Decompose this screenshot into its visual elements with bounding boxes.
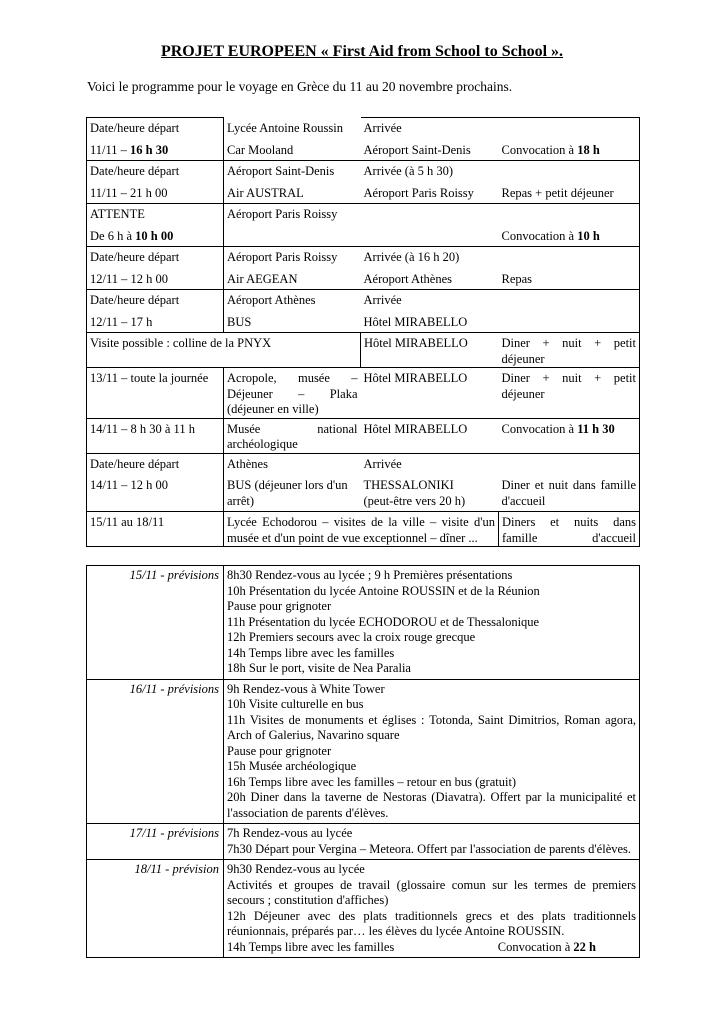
table-row xyxy=(87,118,640,137)
cell: Arrivée xyxy=(361,453,499,472)
cell: Aéroport Paris Roissy xyxy=(363,185,474,200)
table-row xyxy=(87,204,640,223)
cell: Arrivée xyxy=(361,118,499,137)
cell xyxy=(499,247,640,266)
cell: 11/11 – 21 h 00 xyxy=(87,180,224,204)
cell xyxy=(361,223,499,247)
cell: Date/heure départ xyxy=(87,453,224,472)
daily-program-table xyxy=(86,565,640,958)
cell: 12/11 – 17 h xyxy=(87,309,224,333)
cell xyxy=(224,223,361,247)
cell: Aéroport Paris Roissy xyxy=(224,204,361,223)
cell: BUS xyxy=(227,314,252,329)
cell: Date/heure départ xyxy=(87,290,224,309)
table-row xyxy=(87,824,640,860)
cell: Diners et nuits dans famille d'accueil xyxy=(499,512,640,547)
cell: Air AEGEAN xyxy=(227,271,298,286)
table-row xyxy=(87,860,640,958)
cell: Aéroport Saint-Denis xyxy=(224,161,361,180)
intro-text: Voici le programme pour le voyage en Grèce du 11 au 20 novembre prochains. xyxy=(87,79,513,94)
table-row xyxy=(87,566,640,680)
cell xyxy=(499,161,640,180)
table-row xyxy=(87,418,640,453)
cell: Lycée Antoine Roussin xyxy=(227,120,343,135)
cell: Musée national archéologique xyxy=(224,418,361,453)
travel-table xyxy=(86,117,640,547)
cell: Hôtel MIRABELLO xyxy=(361,368,499,419)
cell: Date/heure départ xyxy=(87,161,224,180)
cell: 14/11 – 8 h 30 à 11 h xyxy=(87,418,224,453)
table-row xyxy=(87,512,640,547)
cell: Arrivée (à 16 h 20) xyxy=(361,247,499,266)
cell: Date/heure départ xyxy=(87,118,224,137)
cell: Arrivée (à 5 h 30) xyxy=(361,161,499,180)
cell: 14/11 – 12 h 00 xyxy=(87,472,224,512)
table-row xyxy=(87,247,640,266)
table-row xyxy=(87,309,640,333)
cell: Diner + nuit + petit déjeuner xyxy=(499,368,640,419)
cell xyxy=(499,453,640,472)
cell xyxy=(499,290,640,309)
program-lines: 9h30 Rendez-vous au lycée Activités et groupes de travail (glossaire comun sur les termes de premiers secours ; constitution d'affiches) 12h Déjeuner avec des plats traditionnels grecs et des plats traditionnels réunionnais, préparés par… les élèves du lycée Antoine ROUSSIN. 14h Temps libre avec les familles Convocation à 22 h xyxy=(224,860,640,958)
cell: De 6 h à 10 h 00 xyxy=(87,223,224,247)
cell: Air AUSTRAL xyxy=(227,185,304,200)
cell: Lycée Echodorou – visites de la ville – visite d'un musée et d'un point de vue exceptionnel – dîner ... xyxy=(224,512,499,547)
program-lines: 9h Rendez-vous à White Tower 10h Visite culturelle en bus 11h Visites de monuments et églises : Totonda, Saint Dimitrios, Roman agora, Arch of Galerius, Navarino square Pause pour grignoter 15h Musée archéologique 16h Temps libre avec les familles – retour en bus (gratuit) 20h Diner dans la taverne de Nestoras (Diavatra). Offert par la municipalité et l'association de parents d'élèves. xyxy=(224,679,640,824)
table-row xyxy=(87,453,640,472)
cell xyxy=(499,204,640,223)
cell: 11/11 – 16 h 30 xyxy=(87,137,224,161)
table-row xyxy=(87,333,640,368)
table-row xyxy=(87,290,640,309)
cell: Repas + petit déjeuner xyxy=(499,180,640,204)
cell: 13/11 – toute la journée xyxy=(87,368,224,419)
day-label: 18/11 - prévision xyxy=(87,860,224,958)
day-label: 15/11 - prévisions xyxy=(87,566,224,680)
cell: Visite possible : colline de la PNYX xyxy=(87,333,361,368)
cell: Aéroport Athènes xyxy=(224,290,361,309)
cell: Car Mooland xyxy=(227,142,294,157)
cell: Convocation à 11 h 30 xyxy=(499,418,640,453)
cell: Hôtel MIRABELLO xyxy=(361,418,499,453)
cell xyxy=(499,309,640,333)
cell: Repas xyxy=(499,266,640,290)
cell: Convocation à 18 h xyxy=(499,137,640,161)
cell: Aéroport Athènes xyxy=(363,271,453,286)
cell: Diner et nuit dans famille d'accueil xyxy=(499,472,640,512)
cell: Arrivée xyxy=(361,290,499,309)
cell: Diner + nuit + petit déjeuner xyxy=(499,333,640,368)
cell: 12/11 – 12 h 00 xyxy=(87,266,224,290)
table-row xyxy=(87,266,640,290)
cell: BUS (déjeuner lors d'un arrêt) xyxy=(227,478,348,508)
table-row xyxy=(87,679,640,824)
table-row xyxy=(87,472,640,512)
cell: Hôtel MIRABELLO xyxy=(363,314,468,329)
cell: Aéroport Saint-Denis xyxy=(363,142,471,157)
cell xyxy=(361,204,499,223)
cell: Hôtel MIRABELLO xyxy=(361,333,499,368)
cell: Acropole, musée – Déjeuner – Plaka (déjeuner en ville) xyxy=(224,368,361,419)
table-row xyxy=(87,368,640,419)
table-row xyxy=(87,161,640,180)
cell: Athènes xyxy=(224,453,361,472)
cell: Aéroport Paris Roissy xyxy=(224,247,361,266)
cell: 15/11 au 18/11 xyxy=(87,512,224,547)
table-row xyxy=(87,137,640,161)
cell xyxy=(499,118,640,137)
day-label: 16/11 - prévisions xyxy=(87,679,224,824)
cell: ATTENTE xyxy=(87,204,224,223)
program-lines: 7h Rendez-vous au lycée 7h30 Départ pour Vergina – Meteora. Offert par l'association de parents d'élèves. xyxy=(224,824,640,860)
document-title: PROJET EUROPEEN « First Aid from School to School ». xyxy=(160,43,564,60)
day-label: 17/11 - prévisions xyxy=(87,824,224,860)
program-lines: 8h30 Rendez-vous au lycée ; 9 h Premières présentations 10h Présentation du lycée Antoine ROUSSIN et de la Réunion Pause pour grignoter 11h Présentation du lycée ECHODOROU et de Thessalonique 12h Premiers secours avec la croix rouge grecque 14h Temps libre avec les familles 18h Sur le port, visite de Nea Paralia xyxy=(224,566,640,680)
table-row xyxy=(87,223,640,247)
cell: Date/heure départ xyxy=(87,247,224,266)
table-row xyxy=(87,180,640,204)
cell: THESSALONIKI (peut-être vers 20 h) xyxy=(363,478,466,508)
cell: Convocation à 10 h xyxy=(499,223,640,247)
